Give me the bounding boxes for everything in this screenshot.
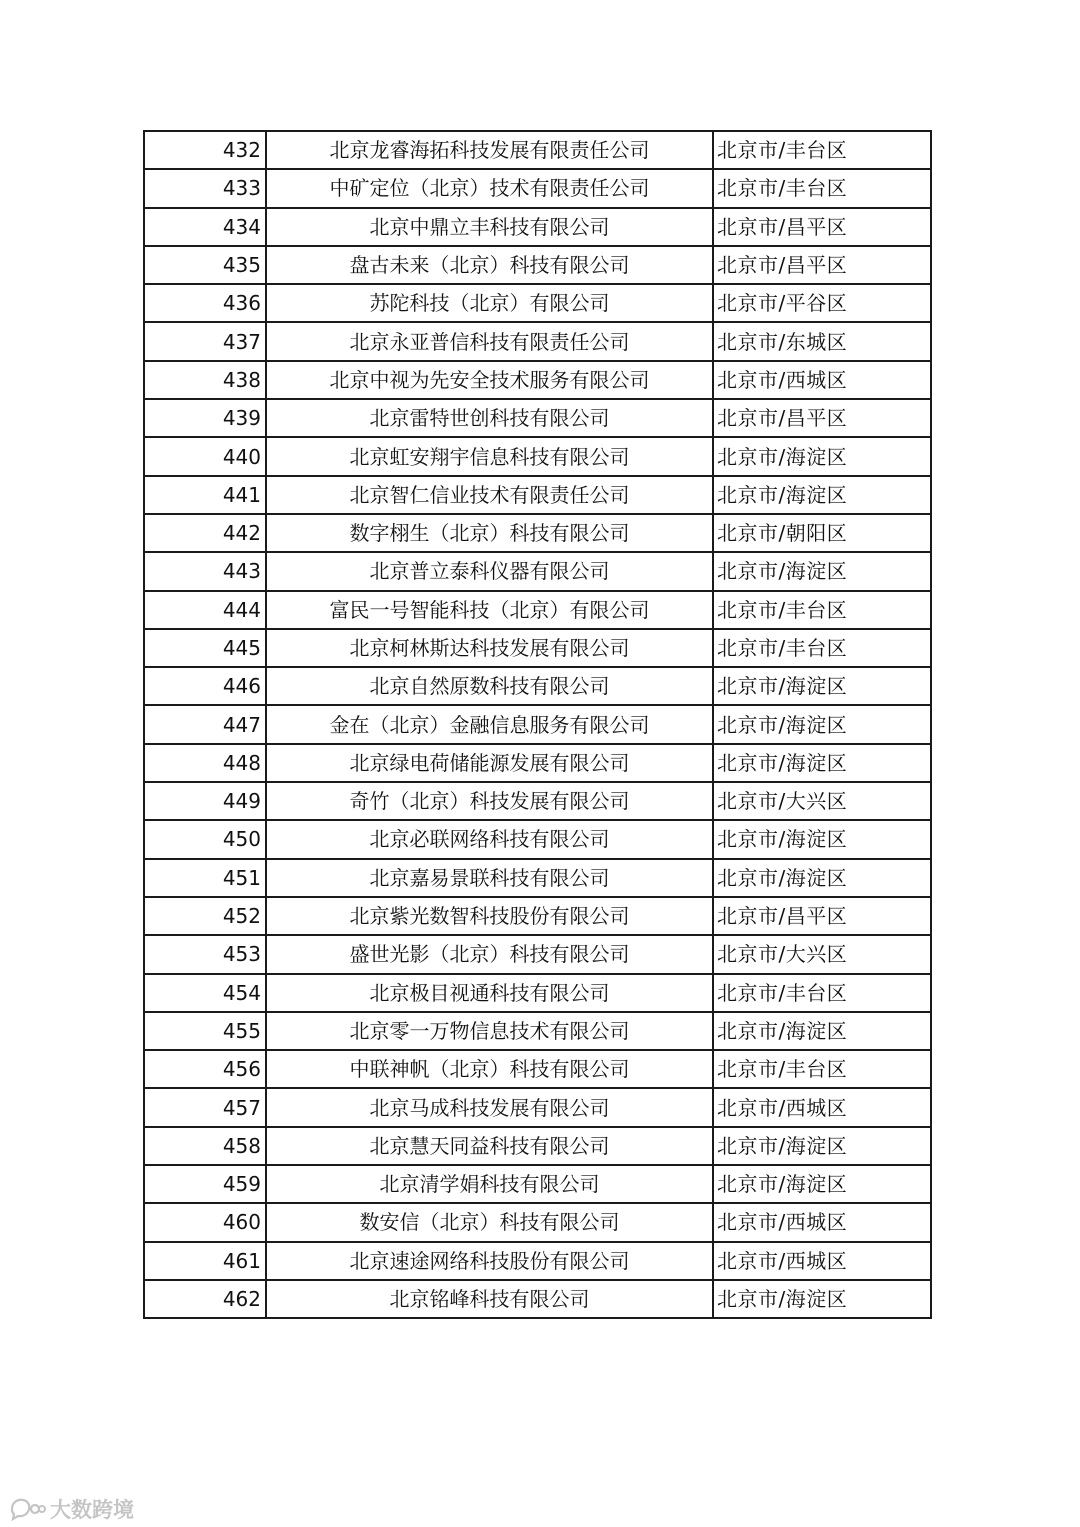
row-number-cell: 455 [144,1012,266,1050]
company-name-cell: 北京虹安翔宇信息科技有限公司 [266,437,713,475]
region-cell: 北京市/大兴区 [713,782,931,820]
company-name-cell: 北京雷特世创科技有限公司 [266,399,713,437]
company-name-cell: 北京马成科技发展有限公司 [266,1088,713,1126]
table-row [144,361,931,399]
company-name-cell: 北京绿电荷储能源发展有限公司 [266,744,713,782]
region-cell: 北京市/西城区 [713,1088,931,1126]
region-cell: 北京市/海淀区 [713,1280,931,1318]
table-row [144,1280,931,1318]
company-name-cell: 中矿定位（北京）技术有限责任公司 [266,169,713,207]
region-cell: 北京市/平谷区 [713,284,931,322]
table-row [144,399,931,437]
region-cell: 北京市/海淀区 [713,1165,931,1203]
company-name-cell: 北京永亚普信科技有限责任公司 [266,322,713,360]
company-name-cell: 北京嘉易景联科技有限公司 [266,859,713,897]
company-name-cell: 北京普立泰科仪器有限公司 [266,552,713,590]
company-name-cell: 盛世光影（北京）科技有限公司 [266,935,713,973]
region-cell: 北京市/海淀区 [713,667,931,705]
company-name-cell: 北京极目视通科技有限公司 [266,974,713,1012]
row-number-cell: 456 [144,1050,266,1088]
table-row [144,169,931,207]
company-name-cell: 北京中鼎立丰科技有限公司 [266,208,713,246]
row-number-cell: 442 [144,514,266,552]
company-name-cell: 北京速途网络科技股份有限公司 [266,1242,713,1280]
company-name-cell: 北京柯林斯达科技发展有限公司 [266,629,713,667]
region-cell: 北京市/丰台区 [713,131,931,169]
region-cell: 北京市/昌平区 [713,208,931,246]
row-number-cell: 435 [144,246,266,284]
table-row [144,284,931,322]
table-row [144,591,931,629]
table-row [144,667,931,705]
region-cell: 北京市/丰台区 [713,169,931,207]
company-name-cell: 北京龙睿海拓科技发展有限责任公司 [266,131,713,169]
row-number-cell: 434 [144,208,266,246]
table-row [144,974,931,1012]
region-cell: 北京市/西城区 [713,361,931,399]
row-number-cell: 433 [144,169,266,207]
region-cell: 北京市/海淀区 [713,820,931,858]
company-name-cell: 金在（北京）金融信息服务有限公司 [266,705,713,743]
row-number-cell: 451 [144,859,266,897]
row-number-cell: 454 [144,974,266,1012]
table-row [144,552,931,590]
region-cell: 北京市/昌平区 [713,399,931,437]
watermark [8,1494,134,1524]
company-name-cell: 北京智仁信业技术有限责任公司 [266,476,713,514]
region-cell: 北京市/大兴区 [713,935,931,973]
region-cell: 北京市/西城区 [713,1242,931,1280]
region-cell: 北京市/丰台区 [713,974,931,1012]
table-row [144,859,931,897]
table-row [144,897,931,935]
row-number-cell: 448 [144,744,266,782]
chat-bubble-logo-icon [8,1497,46,1521]
table-row [144,935,931,973]
table-row [144,476,931,514]
row-number-cell: 461 [144,1242,266,1280]
row-number-cell: 437 [144,322,266,360]
table-body [144,131,931,1318]
company-name-cell: 中联神帆（北京）科技有限公司 [266,1050,713,1088]
table-row [144,1203,931,1241]
row-number-cell: 439 [144,399,266,437]
company-name-cell: 北京铭峰科技有限公司 [266,1280,713,1318]
company-name-cell: 北京紫光数智科技股份有限公司 [266,897,713,935]
region-cell: 北京市/海淀区 [713,1012,931,1050]
company-name-cell: 苏陀科技（北京）有限公司 [266,284,713,322]
row-number-cell: 447 [144,705,266,743]
table-row [144,1242,931,1280]
table-row [144,1165,931,1203]
company-list-table [143,130,932,1319]
row-number-cell: 446 [144,667,266,705]
table-row [144,820,931,858]
table-row [144,1012,931,1050]
row-number-cell: 458 [144,1127,266,1165]
watermark-text: 大数跨境 [50,1498,134,1522]
company-name-cell: 北京慧天同益科技有限公司 [266,1127,713,1165]
table-row [144,246,931,284]
row-number-cell: 453 [144,935,266,973]
region-cell: 北京市/海淀区 [713,476,931,514]
company-name-cell: 数安信（北京）科技有限公司 [266,1203,713,1241]
row-number-cell: 457 [144,1088,266,1126]
region-cell: 北京市/海淀区 [713,744,931,782]
region-cell: 北京市/丰台区 [713,629,931,667]
company-name-cell: 北京零一万物信息技术有限公司 [266,1012,713,1050]
table-row [144,1127,931,1165]
row-number-cell: 432 [144,131,266,169]
region-cell: 北京市/海淀区 [713,437,931,475]
region-cell: 北京市/昌平区 [713,897,931,935]
row-number-cell: 462 [144,1280,266,1318]
table-row [144,782,931,820]
row-number-cell: 438 [144,361,266,399]
region-cell: 北京市/丰台区 [713,1050,931,1088]
company-name-cell: 北京必联网络科技有限公司 [266,820,713,858]
region-cell: 北京市/海淀区 [713,1127,931,1165]
region-cell: 北京市/海淀区 [713,552,931,590]
table-row [144,1050,931,1088]
table-row [144,1088,931,1126]
table-row [144,629,931,667]
table-row [144,208,931,246]
table-row [144,131,931,169]
region-cell: 北京市/西城区 [713,1203,931,1241]
company-name-cell: 数字栩生（北京）科技有限公司 [266,514,713,552]
row-number-cell: 452 [144,897,266,935]
row-number-cell: 460 [144,1203,266,1241]
row-number-cell: 445 [144,629,266,667]
row-number-cell: 440 [144,437,266,475]
row-number-cell: 443 [144,552,266,590]
table-row [144,744,931,782]
region-cell: 北京市/海淀区 [713,859,931,897]
row-number-cell: 436 [144,284,266,322]
row-number-cell: 444 [144,591,266,629]
table-row [144,437,931,475]
region-cell: 北京市/海淀区 [713,705,931,743]
table-row [144,705,931,743]
row-number-cell: 449 [144,782,266,820]
company-name-cell: 奇竹（北京）科技发展有限公司 [266,782,713,820]
row-number-cell: 450 [144,820,266,858]
table-row [144,514,931,552]
region-cell: 北京市/丰台区 [713,591,931,629]
region-cell: 北京市/朝阳区 [713,514,931,552]
row-number-cell: 441 [144,476,266,514]
company-name-cell: 北京中视为先安全技术服务有限公司 [266,361,713,399]
company-name-cell: 盘古未来（北京）科技有限公司 [266,246,713,284]
company-name-cell: 北京自然原数科技有限公司 [266,667,713,705]
table-row [144,322,931,360]
row-number-cell: 459 [144,1165,266,1203]
company-name-cell: 北京清学娟科技有限公司 [266,1165,713,1203]
region-cell: 北京市/东城区 [713,322,931,360]
region-cell: 北京市/昌平区 [713,246,931,284]
company-name-cell: 富民一号智能科技（北京）有限公司 [266,591,713,629]
